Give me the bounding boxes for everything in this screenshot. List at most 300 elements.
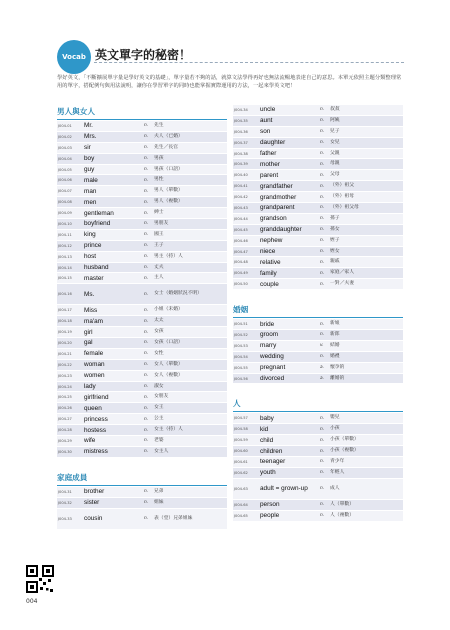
word-meaning: 男主（持）人 (154, 253, 183, 259)
audio-track-number: J004-49 (234, 271, 248, 276)
vocab-word: daughter (260, 139, 286, 147)
word-meaning: 女人（單數） (154, 361, 183, 367)
vocab-word: princess (84, 415, 108, 423)
vocab-word: brother (84, 488, 105, 496)
vocab-row (233, 170, 403, 181)
vocab-row (57, 175, 227, 186)
word-meaning: 小孩 (330, 426, 340, 432)
vocab-word: men (84, 198, 97, 206)
vocab-row (233, 181, 403, 192)
word-meaning: 青少年 (330, 458, 345, 464)
vocab-row (57, 154, 227, 165)
part-of-speech: n. (320, 151, 325, 156)
vocab-row (233, 203, 403, 214)
vocab-word: kid (260, 425, 269, 433)
vocab-word: king (84, 231, 96, 239)
vocab-word: lady (84, 383, 96, 391)
vocab-word: adult = grown-up (260, 485, 308, 493)
vocab-word: boy (84, 155, 95, 163)
audio-track-number: J004-03 (58, 145, 72, 150)
part-of-speech: n. (144, 340, 149, 346)
audio-track-number: J004-04 (58, 156, 72, 161)
part-of-speech: n. (320, 281, 325, 287)
word-meaning: 小孩（複數） (330, 448, 359, 454)
word-meaning: 父母 (330, 172, 340, 178)
vocab-row (57, 349, 227, 360)
part-of-speech: n. (144, 307, 149, 313)
vocab-word: queen (84, 404, 102, 412)
audio-track-number: J004-13 (58, 254, 72, 259)
part-of-speech: n. (144, 199, 149, 205)
vocab-row (233, 435, 403, 446)
vocab-word: hostess (84, 426, 107, 434)
vocab-word: wife (84, 437, 96, 445)
audio-track-number: J004-30 (58, 449, 72, 454)
audio-track-number: J004-08 (58, 200, 72, 205)
vocab-word: bride (260, 320, 275, 328)
audio-track-number: J004-39 (234, 162, 248, 167)
vocab-word: girlfriend (84, 393, 109, 401)
vocab-row (57, 382, 227, 393)
audio-track-number: J004-55 (234, 365, 248, 370)
part-of-speech: n. (320, 194, 325, 200)
vocab-row (233, 500, 403, 511)
word-meaning: 家庭／家人 (330, 270, 354, 276)
part-of-speech: n. (320, 354, 325, 360)
vocab-row (57, 487, 227, 498)
part-of-speech: n. (144, 384, 149, 390)
word-meaning: 男孩（口語） (154, 166, 183, 172)
vocab-word: ma'am (84, 317, 103, 325)
vocab-row (57, 165, 227, 176)
vocab-word: prince (84, 242, 102, 250)
vocab-word: aunt (260, 117, 273, 125)
vocab-row (233, 127, 403, 138)
word-meaning: 阿姨 (330, 117, 340, 123)
vocab-word: Ms. (84, 290, 95, 298)
part-of-speech: n. (144, 362, 149, 368)
word-meaning: 淑女 (154, 383, 164, 389)
vocab-word: grandfather (260, 182, 293, 190)
audio-track-number: J004-37 (234, 140, 248, 145)
vocab-row (57, 360, 227, 371)
audio-track-number: J004-42 (234, 195, 248, 200)
vocab-word: sir (84, 144, 91, 152)
audio-track-number: J004-02 (58, 134, 72, 139)
section-heading: 家庭成員 (57, 471, 227, 486)
audio-track-number: J004-09 (58, 211, 72, 216)
vocab-word: person (260, 501, 280, 509)
vocab-row (233, 116, 403, 127)
vocab-row (233, 413, 403, 424)
word-meaning: 男朋友 (154, 220, 169, 226)
audio-track-number: J004-01 (58, 123, 72, 128)
word-meaning: 姪子 (330, 237, 340, 243)
section-heading: 男人與女人 (57, 105, 227, 120)
part-of-speech: n. (144, 489, 149, 495)
vocab-row (57, 197, 227, 208)
vocab-table (57, 121, 227, 458)
audio-track-number: J004-45 (234, 227, 248, 232)
word-meaning: 母親 (330, 161, 340, 167)
word-meaning: 嬰兒 (330, 415, 340, 421)
word-meaning: 男人（單數） (154, 188, 183, 194)
word-meaning: 親戚 (330, 259, 340, 265)
audio-track-number: J004-44 (234, 216, 248, 221)
part-of-speech: n. (320, 470, 325, 476)
part-of-speech: n. (144, 275, 149, 281)
word-meaning: 女士（婚姻狀況不明） (154, 291, 202, 297)
vocab-row (233, 268, 403, 279)
vocab-row (233, 236, 403, 247)
audio-track-number: J004-53 (234, 343, 248, 348)
vocab-row (233, 319, 403, 330)
vocab-word: Mr. (84, 122, 93, 130)
word-meaning: 主人 (154, 275, 164, 281)
vocab-row (233, 363, 403, 374)
audio-track-number: J004-15 (58, 276, 72, 281)
part-of-speech: n. (144, 291, 149, 297)
word-meaning: （外）祖父母 (330, 204, 359, 210)
vocab-word: woman (84, 361, 105, 369)
vocab-word: mother (260, 160, 280, 168)
word-meaning: 男性 (154, 177, 164, 183)
word-meaning: 兄弟 (154, 488, 164, 494)
audio-track-number: J004-51 (234, 322, 248, 327)
section-spacer (57, 458, 227, 471)
vocab-row (57, 403, 227, 414)
part-of-speech: n. (144, 373, 149, 379)
part-of-speech: n. (144, 156, 149, 162)
audio-track-number: J004-26 (58, 406, 72, 411)
audio-track-number: J004-50 (234, 282, 248, 287)
word-meaning: 男人（複數） (154, 199, 183, 205)
audio-track-number: J004-19 (58, 330, 72, 335)
vocab-row (233, 424, 403, 435)
vocab-word: father (260, 150, 277, 157)
word-meaning: 懷孕的 (330, 364, 345, 370)
vocab-row (57, 230, 227, 241)
word-meaning: 小姐（未婚） (154, 307, 183, 313)
vocab-row (233, 457, 403, 468)
vocab-row (57, 186, 227, 197)
audio-track-number: J004-64 (234, 502, 248, 507)
vocab-table (233, 105, 403, 290)
part-of-speech: n. (144, 265, 149, 271)
word-meaning: 兒子 (330, 128, 340, 134)
audio-track-number: J004-38 (234, 151, 248, 156)
vocab-word: sister (84, 499, 100, 507)
audio-track-number: J004-07 (58, 189, 72, 194)
vocab-word: grandparent (260, 204, 295, 212)
audio-track-number: J004-29 (58, 438, 72, 443)
word-meaning: 女孩（口語） (154, 339, 183, 345)
audio-track-number: J004-61 (234, 459, 248, 464)
vocab-row (233, 225, 403, 236)
vocab-word: male (84, 176, 98, 184)
part-of-speech: n. (320, 118, 325, 124)
part-of-speech: n. (144, 438, 149, 444)
part-of-speech: n. (144, 123, 149, 129)
vocab-row (57, 338, 227, 349)
audio-track-number: J004-33 (58, 516, 72, 521)
part-of-speech: n. (144, 351, 149, 357)
vocab-row (233, 374, 403, 385)
word-meaning: 婚禮 (330, 353, 340, 359)
vocab-word: wedding (260, 353, 284, 361)
vocab-word: couple (260, 280, 279, 288)
part-of-speech: n. (320, 486, 325, 492)
vocab-word: youth (260, 469, 276, 477)
part-of-speech: n. (144, 329, 149, 335)
word-meaning: 表（堂）兄弟姐妹 (154, 515, 193, 521)
vocab-row (233, 214, 403, 225)
audio-track-number: J004-34 (234, 107, 248, 112)
vocab-row (233, 105, 403, 116)
part-of-speech: n. (320, 513, 325, 519)
vocab-row (233, 479, 403, 500)
vocab-row (233, 446, 403, 457)
part-of-speech: v. (320, 343, 324, 349)
audio-track-number: J004-40 (234, 173, 248, 178)
word-meaning: 國王 (154, 231, 164, 237)
word-meaning: 男孩 (154, 155, 164, 161)
word-meaning: 結婚 (330, 342, 340, 348)
vocab-word: female (84, 350, 104, 358)
audio-track-number: J004-21 (58, 351, 72, 356)
audio-track-number: J004-60 (234, 449, 248, 454)
vocab-row (57, 392, 227, 403)
part-of-speech: a. (320, 376, 324, 382)
word-meaning: （外）祖父 (330, 183, 354, 189)
part-of-speech: n. (144, 427, 149, 433)
vocab-row (233, 468, 403, 479)
vocab-word: guy (84, 166, 95, 173)
vocab-row (57, 509, 227, 530)
vocab-word: marry (260, 342, 277, 350)
vocab-row (57, 425, 227, 436)
audio-track-number: J004-28 (58, 428, 72, 433)
part-of-speech: n. (320, 140, 325, 146)
word-meaning: 一對／夫妻 (330, 281, 354, 287)
vocab-row (233, 330, 403, 341)
part-of-speech: n. (320, 502, 325, 508)
vocab-row (57, 241, 227, 252)
word-meaning: 紳士 (154, 210, 164, 216)
vocab-word: relative (260, 258, 281, 266)
audio-track-number: J004-41 (234, 184, 248, 189)
word-meaning: 太太 (154, 318, 164, 324)
audio-track-number: J004-11 (58, 232, 72, 237)
vocab-word: boyfriend (84, 220, 111, 228)
word-meaning: 女性 (154, 350, 164, 356)
vocab-row (57, 121, 227, 132)
vocab-word: gal (84, 339, 93, 347)
vocab-row (233, 511, 403, 522)
part-of-speech: n. (320, 216, 325, 222)
audio-track-number: J004-59 (234, 438, 248, 443)
word-meaning: 離婚的 (330, 375, 345, 381)
vocab-row (57, 305, 227, 316)
part-of-speech: n. (320, 426, 325, 432)
word-meaning: 夫人（已婚） (154, 133, 183, 139)
part-of-speech: n. (144, 416, 149, 422)
part-of-speech: n. (144, 134, 149, 140)
part-of-speech: n. (144, 167, 149, 172)
page-number: 004 (26, 598, 38, 605)
part-of-speech: n. (144, 254, 149, 260)
part-of-speech: n. (144, 516, 149, 522)
vocab-row (57, 284, 227, 305)
audio-track-number: J004-56 (234, 376, 248, 381)
part-of-speech: n. (320, 415, 325, 421)
audio-track-number: J004-25 (58, 395, 72, 400)
vocab-row (233, 341, 403, 352)
part-of-speech: n. (320, 321, 325, 327)
vocab-row (57, 263, 227, 274)
vocab-row (233, 247, 403, 258)
intro-paragraph: 學好英文，「不斷擴展單字量是學好英文的基礎」，單字量若不夠的話，就算文法學得再好也無法流暢地表達自己的意思。本單元依照主題分類整理常用的單字，搭配例句與用法說明，讓你在學習單字的同時也能掌握實際運用的方法，一起來學英文吧！ (57, 75, 402, 89)
vocab-table (233, 319, 403, 384)
word-meaning: 女王 (154, 405, 164, 411)
word-meaning: 女主人 (154, 448, 169, 454)
part-of-speech: n. (144, 405, 149, 411)
vocab-word: pregnant (260, 364, 286, 372)
audio-track-number: J004-20 (58, 340, 72, 345)
audio-track-number: J004-58 (234, 427, 248, 432)
vocab-row (57, 132, 227, 143)
word-meaning: 叔叔 (330, 106, 340, 112)
vocab-word: son (260, 128, 271, 136)
vocab-word: teenager (260, 458, 286, 466)
audio-track-number: J004-62 (234, 470, 248, 475)
audio-track-number: J004-24 (58, 384, 72, 389)
part-of-speech: n. (320, 448, 325, 454)
vocab-word: Miss (84, 306, 98, 314)
audio-track-number: J004-14 (58, 265, 72, 270)
part-of-speech: n. (144, 188, 149, 194)
vocab-word: host (84, 253, 97, 261)
word-meaning: 丈夫 (154, 264, 164, 270)
qr-code-icon[interactable] (26, 565, 54, 593)
audio-track-number: J004-31 (58, 489, 72, 494)
audio-track-number: J004-16 (58, 292, 72, 297)
vocab-row (233, 149, 403, 160)
vocab-table (57, 487, 227, 530)
audio-track-number: J004-54 (234, 354, 248, 359)
word-meaning: 老婆 (154, 437, 164, 443)
audio-track-number: J004-35 (234, 118, 248, 123)
audio-track-number: J004-46 (234, 238, 248, 243)
vocab-row (57, 436, 227, 447)
vocab-row (57, 273, 227, 284)
part-of-speech: n. (144, 210, 149, 216)
word-meaning: 姐妹 (154, 499, 164, 505)
part-of-speech: n. (320, 161, 325, 167)
vocab-word: mistress (84, 448, 108, 456)
audio-track-number: J004-10 (58, 221, 72, 226)
part-of-speech: n. (144, 500, 149, 506)
word-meaning: 人（單數） (330, 501, 354, 507)
page-title: 英文單字的秘密！ (95, 48, 192, 62)
vocab-word: cousin (84, 515, 103, 523)
word-meaning: 人（複數） (330, 512, 354, 518)
part-of-speech: n. (320, 459, 325, 465)
word-meaning: 女兒 (330, 139, 340, 145)
part-of-speech: n. (320, 238, 325, 244)
part-of-speech: n. (320, 172, 325, 178)
audio-track-number: J004-48 (234, 260, 248, 265)
audio-track-number: J004-06 (58, 178, 72, 183)
word-meaning: 公主 (154, 416, 164, 422)
word-meaning: 先生／長官 (154, 144, 178, 150)
vocab-word: family (260, 269, 277, 277)
audio-track-number: J004-32 (58, 500, 72, 505)
vocab-row (233, 138, 403, 149)
audio-track-number: J004-27 (58, 417, 72, 422)
vocab-word: granddaughter (260, 226, 302, 234)
part-of-speech: n. (144, 221, 149, 227)
vocab-word: women (84, 372, 105, 380)
vocab-word: grandmother (260, 193, 297, 201)
word-meaning: 王子 (154, 242, 164, 248)
word-meaning: 女主（持）人 (154, 427, 183, 433)
part-of-speech: n. (320, 259, 325, 265)
audio-track-number: J004-65 (234, 513, 248, 518)
word-meaning: 新娘 (330, 321, 340, 327)
vocab-row (57, 447, 227, 458)
vocab-row (57, 219, 227, 230)
part-of-speech: n. (320, 227, 325, 233)
audio-track-number: J004-36 (234, 129, 248, 134)
word-meaning: 新郎 (330, 331, 340, 337)
part-of-speech: n. (144, 177, 149, 183)
vocab-row (233, 352, 403, 363)
word-meaning: （外）祖母 (330, 194, 354, 200)
part-of-speech: n. (320, 129, 325, 135)
section-spacer (233, 384, 403, 397)
part-of-speech: n. (320, 107, 325, 113)
audio-track-number: J004-17 (58, 308, 72, 313)
vocab-word: master (84, 274, 104, 282)
vocab-badge: Vocab (57, 40, 91, 74)
vocab-row (57, 143, 227, 154)
vocab-word: grandson (260, 215, 287, 223)
part-of-speech: n. (320, 270, 325, 276)
vocab-row (233, 192, 403, 203)
word-meaning: 成人 (330, 485, 340, 491)
audio-track-number: J004-18 (58, 319, 72, 324)
word-meaning: 先生 (154, 122, 164, 128)
audio-track-number: J004-12 (58, 243, 72, 248)
part-of-speech: n. (144, 243, 149, 249)
right-column (233, 105, 403, 522)
audio-track-number: J004-43 (234, 205, 248, 210)
vocab-word: groom (260, 331, 279, 339)
part-of-speech: a. (320, 365, 324, 371)
audio-track-number: J004-52 (234, 332, 248, 337)
vocab-row (57, 498, 227, 509)
audio-track-number: J004-63 (234, 486, 248, 491)
word-meaning: 姪女 (330, 248, 340, 254)
audio-track-number: J004-57 (234, 416, 248, 421)
vocab-row (57, 371, 227, 382)
part-of-speech: n. (320, 437, 325, 443)
vocab-word: niece (260, 248, 276, 256)
vocab-word: gentleman (84, 209, 114, 217)
vocab-word: man (84, 187, 97, 195)
part-of-speech: n. (144, 394, 149, 400)
